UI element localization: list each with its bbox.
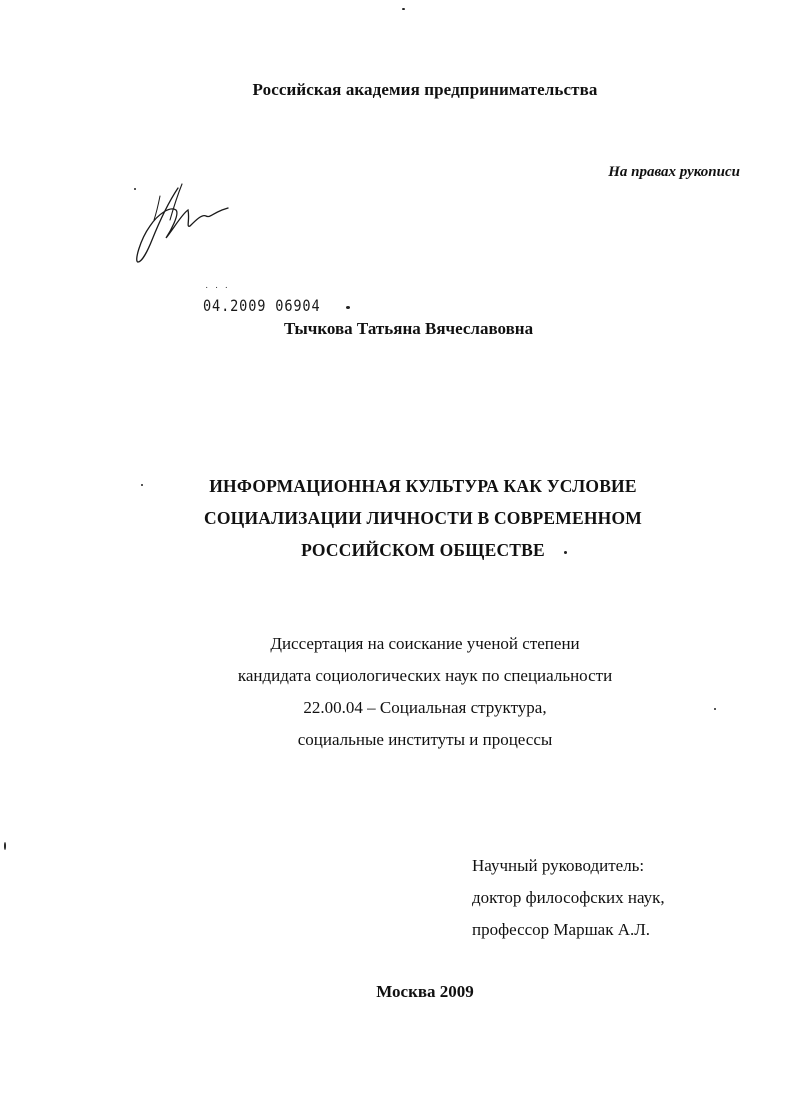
dissertation-title-line: РОССИЙСКОМ ОБЩЕСТВЕ [301, 540, 545, 560]
city-year: Москва 2009 [376, 982, 474, 1001]
manuscript-note: На правах рукописи [608, 164, 740, 180]
organization-heading: Российская академия предпринимательства [252, 80, 598, 99]
dissertation-title-line: СОЦИАЛИЗАЦИИ ЛИЧНОСТИ В СОВРЕМЕННОМ [204, 508, 642, 528]
author-name: Тычкова Татьяна Вячеславовна [284, 319, 534, 338]
dissertation-title-line: ИНФОРМАЦИОННАЯ КУЛЬТУРА КАК УСЛОВИЕ [209, 476, 637, 496]
stamp-marks: ˙ ˙ ˙ [205, 286, 230, 297]
scan-speck [402, 8, 405, 10]
degree-description-line: социальные институты и процессы [297, 730, 553, 749]
registration-stamp: 04.2009 06904 [203, 296, 321, 315]
advisor-line: доктор философских наук, [472, 888, 665, 907]
handwritten-signature [130, 180, 240, 270]
scan-speck [141, 484, 143, 486]
degree-description-line: кандидата социологических наук по специальности [237, 666, 613, 685]
scan-speck [134, 188, 136, 190]
degree-description-line: Диссертация на соискание ученой степени [270, 634, 580, 653]
advisor-line: Научный руководитель: [472, 856, 645, 875]
advisor-line: профессор Маршак А.Л. [472, 920, 651, 939]
degree-description-line: 22.00.04 – Социальная структура, [303, 698, 547, 717]
scan-speck [346, 306, 350, 309]
scan-speck [564, 551, 567, 554]
scan-speck [714, 708, 716, 710]
scan-speck [4, 842, 6, 850]
